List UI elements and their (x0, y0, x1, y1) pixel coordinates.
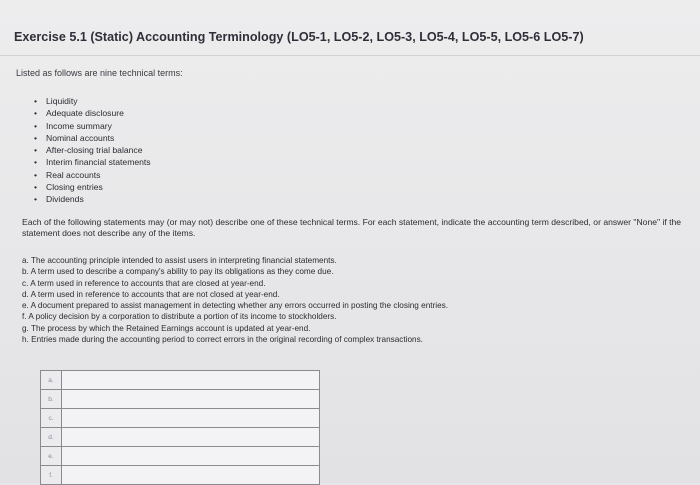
bullet-icon: • (34, 108, 38, 119)
bullet-icon: • (34, 169, 38, 180)
bullet-icon: • (34, 96, 38, 106)
answer-cell (62, 371, 320, 390)
term-item (34, 156, 151, 168)
term-item (34, 181, 151, 193)
term-label: Interim financial statements (46, 157, 151, 168)
term-item (34, 120, 151, 132)
statements-list (22, 255, 448, 345)
answer-row (41, 409, 320, 428)
term-label: Nominal accounts (46, 132, 115, 143)
answer-letter: f. (41, 466, 62, 485)
term-label: Liquidity (46, 96, 78, 106)
answer-table (40, 370, 320, 485)
answer-row (41, 390, 320, 409)
answer-input-b[interactable] (62, 394, 319, 408)
bullet-icon: • (34, 182, 38, 193)
answer-cell (62, 409, 320, 428)
terms-list (34, 95, 151, 206)
bullet-icon: • (34, 194, 38, 205)
exercise-title: Exercise 5.1 (Static) Accounting Terminology (LO5-1, LO5-2, LO5-3, LO5-4, LO5-5, LO5-6 LO5-7) (14, 30, 584, 44)
answer-input-a[interactable] (62, 375, 319, 389)
answer-input-f[interactable] (62, 470, 319, 484)
answer-row (41, 466, 320, 485)
term-item (34, 95, 151, 107)
answer-letter: a. (41, 371, 62, 390)
term-label: Dividends (46, 194, 84, 205)
answer-input-c[interactable] (62, 413, 319, 427)
term-item (34, 132, 151, 144)
term-label: Adequate disclosure (46, 108, 124, 119)
answer-letter: c. (41, 409, 62, 428)
answer-letter: d. (41, 428, 62, 447)
statement-item: e. A document prepared to assist management in detecting whether any errors occurred in posting the closing entries. (22, 301, 448, 311)
bullet-icon: • (34, 132, 38, 143)
answer-row (41, 447, 320, 466)
answer-cell (62, 447, 320, 466)
statement-item: f. A policy decision by a corporation to distribute a portion of its income to stockholders. (22, 312, 337, 322)
answer-cell (62, 390, 320, 409)
term-label: Income summary (46, 120, 112, 131)
answer-cell (62, 466, 320, 485)
term-item (34, 107, 151, 119)
term-label: Real accounts (46, 169, 101, 180)
statement-item: h. Entries made during the accounting period to correct errors in the original recording of complex transactions. (22, 335, 423, 345)
statement-item: c. A term used in reference to accounts that are closed at year-end. (22, 278, 266, 288)
term-label: Closing entries (46, 182, 103, 193)
bullet-icon: • (34, 145, 38, 156)
intro-text: Listed as follows are nine technical terms: (16, 68, 183, 78)
statement-item: b. A term used to describe a company's ability to pay its obligations as they come due. (22, 267, 334, 277)
statement-item: d. A term used in reference to accounts that are not closed at year-end. (22, 289, 280, 299)
term-item (34, 193, 151, 205)
answer-row (41, 428, 320, 447)
term-item (34, 144, 151, 156)
answer-letter: b. (41, 390, 62, 409)
term-item (34, 169, 151, 181)
answer-cell (62, 428, 320, 447)
answer-input-d[interactable] (62, 432, 319, 446)
answer-row (41, 371, 320, 390)
statement-item: a. The accounting principle intended to assist users in interpreting financial statements. (22, 256, 337, 265)
bullet-icon: • (34, 120, 38, 131)
answer-input-e[interactable] (62, 451, 319, 465)
title-divider (0, 55, 700, 56)
answer-letter: e. (41, 447, 62, 466)
bullet-icon: • (34, 157, 38, 168)
term-label: After-closing trial balance (46, 145, 143, 156)
statement-item: g. The process by which the Retained Earnings account is updated at year-end. (22, 323, 311, 333)
instructions-text: Each of the following statements may (or may not) describe one of these technical terms. For each statement, indicate the accounting term described, or answer "None" if the statement does not describe any of the items. (22, 217, 682, 238)
